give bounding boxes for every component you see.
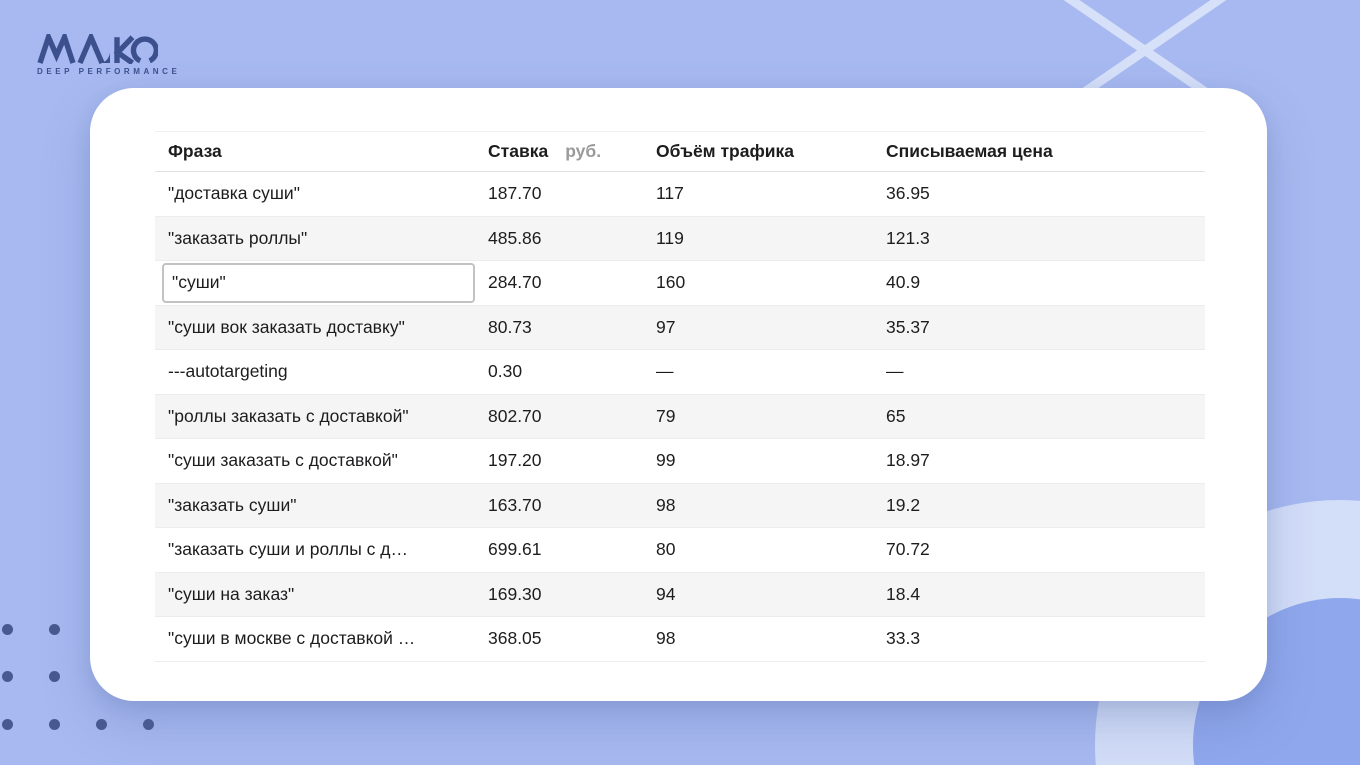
bid-cell: 368.05 (488, 628, 542, 649)
dot-decoration (96, 719, 107, 730)
table-row (155, 217, 1205, 262)
bid-cell: 197.20 (488, 450, 542, 471)
phrase-cell: "заказать суши" (168, 494, 297, 515)
price-cell: 65 (886, 405, 906, 426)
phrase-cell: "суши на заказ" (168, 583, 295, 604)
traffic-cell: 79 (656, 405, 676, 426)
column-header-bid (482, 141, 650, 162)
phrase-cell (155, 263, 482, 303)
dot-decoration (2, 719, 13, 730)
bid-cell: 802.70 (488, 405, 542, 426)
phrase-cell: ---autotargeting (168, 361, 288, 382)
column-header-price-label: Списываемая цена (886, 141, 1053, 161)
traffic-cell: 119 (656, 227, 684, 248)
bid-cell: 163.70 (488, 494, 542, 515)
price-cell: 18.97 (886, 450, 930, 471)
dot-decoration (2, 671, 13, 682)
bid-cell: 169.30 (488, 583, 542, 604)
mako-logo-icon (37, 34, 158, 64)
price-cell: 19.2 (886, 494, 921, 515)
traffic-cell: 97 (656, 316, 676, 337)
phrase-cell: "суши в москве с доставкой … (168, 628, 416, 649)
traffic-cell: 98 (656, 494, 676, 515)
phrase-cell: "заказать суши и роллы с д… (168, 539, 408, 560)
bid-cell: 699.61 (488, 539, 542, 560)
dot-decoration (49, 624, 60, 635)
price-cell: 70.72 (886, 539, 930, 560)
column-header-phrase (155, 141, 482, 162)
table-row (155, 439, 1205, 484)
traffic-cell: 117 (656, 183, 684, 204)
price-cell: 36.95 (886, 183, 930, 204)
table-row (155, 172, 1205, 217)
price-cell: 121.3 (886, 227, 930, 248)
table-row (155, 617, 1205, 662)
mako-logo (37, 34, 180, 76)
dot-decoration (143, 719, 154, 730)
price-cell: 33.3 (886, 628, 921, 649)
column-header-phrase-label: Фраза (168, 141, 222, 161)
table-row (155, 528, 1205, 573)
table-body (155, 172, 1205, 662)
bid-cell: 0.30 (488, 361, 523, 382)
table-row (155, 395, 1205, 440)
bid-cell: 284.70 (488, 272, 542, 293)
price-cell: 35.37 (886, 316, 930, 337)
table-header-row (155, 131, 1205, 172)
price-cell: 18.4 (886, 583, 921, 604)
table-row (155, 306, 1205, 351)
table-row (155, 484, 1205, 529)
table-row (155, 350, 1205, 395)
price-cell: 40.9 (886, 272, 921, 293)
currency-unit-label: руб. (565, 141, 602, 161)
dot-decoration (49, 719, 60, 730)
traffic-cell: 80 (656, 539, 676, 560)
bids-table (155, 131, 1205, 662)
traffic-cell: 98 (656, 628, 676, 649)
bid-cell: 485.86 (488, 227, 542, 248)
column-header-bid-label: Ставка (488, 141, 549, 161)
traffic-cell: 160 (656, 272, 686, 293)
table-row (155, 261, 1205, 306)
mako-tagline: DEEP PERFORMANCE (37, 67, 181, 76)
table-row (155, 573, 1205, 618)
price-cell: — (886, 361, 904, 382)
bid-cell: 187.70 (488, 183, 542, 204)
table-card (90, 88, 1267, 701)
phrase-cell: "суши вок заказать доставку" (168, 316, 405, 337)
column-header-traffic (650, 141, 880, 162)
column-header-traffic-label: Объём трафика (656, 141, 795, 161)
phrase-cell: "заказать роллы" (168, 227, 308, 248)
selected-phrase-input[interactable]: "суши" (162, 263, 475, 303)
column-header-price (880, 141, 1205, 162)
phrase-cell: "роллы заказать с доставкой" (168, 405, 409, 426)
bid-cell: 80.73 (488, 316, 532, 337)
phrase-cell: "доставка суши" (168, 183, 300, 204)
phrase-cell: "суши заказать с доставкой" (168, 450, 398, 471)
dot-decoration (49, 671, 60, 682)
traffic-cell: — (656, 361, 674, 382)
dot-decoration (2, 624, 13, 635)
traffic-cell: 99 (656, 450, 676, 471)
traffic-cell: 94 (656, 583, 676, 604)
